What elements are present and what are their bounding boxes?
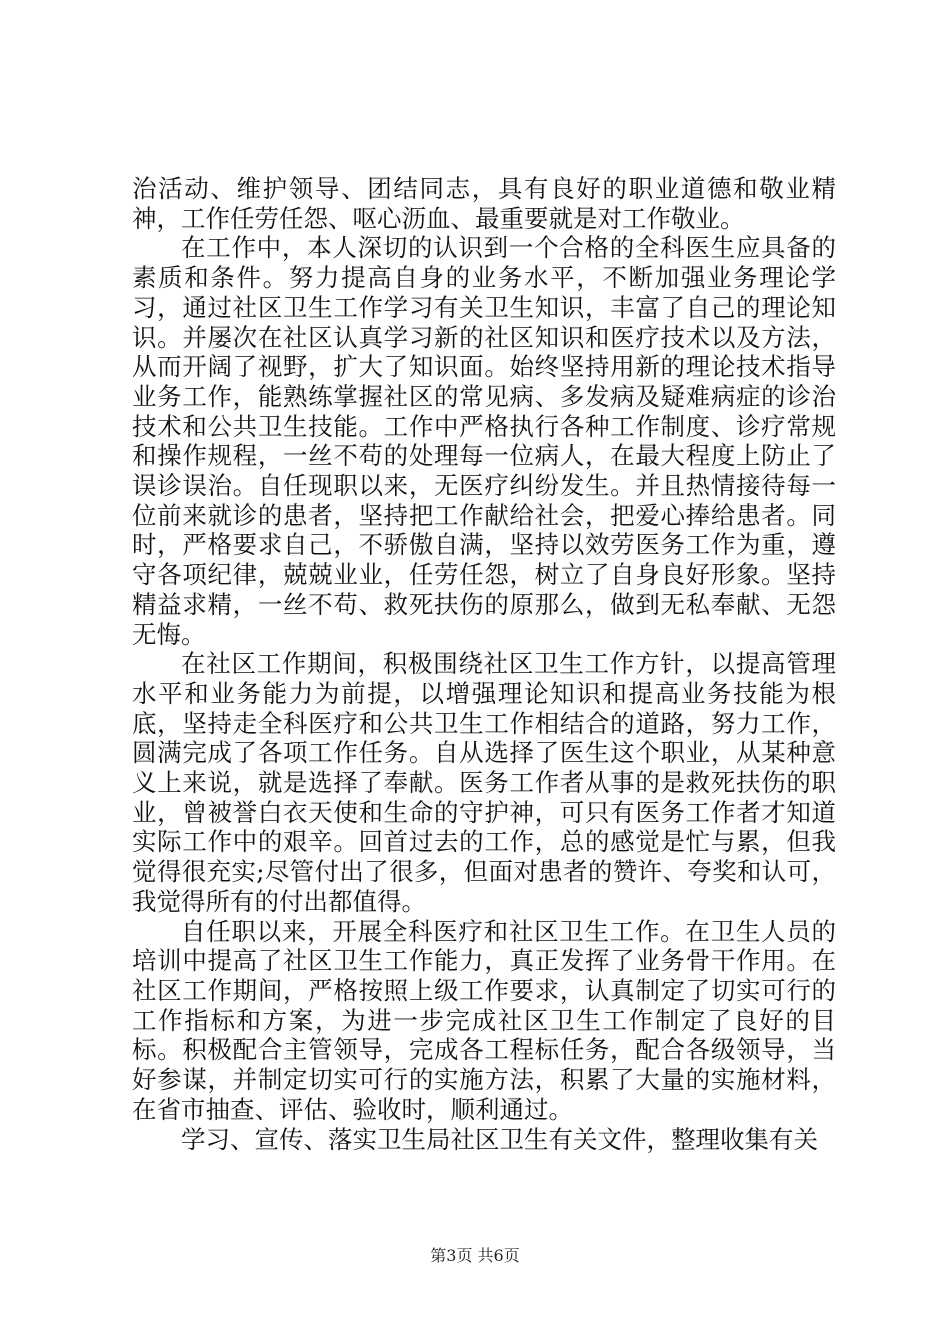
paragraph-2: 在工作中，本人深切的认识到一个合格的全科医生应具备的素质和条件。努力提高自身的业务水平，不断加强业务理论学习，通过社区卫生工作学习有关卫生知识，丰富了自己的理论知识。并屡次在社区认真学习新的社区知识和医疗技术以及方法，从而开阔了视野，扩大了知识面。始终坚持用新的理论技术指导业务工作，能熟练掌握社区的常见病、多发病及疑难病症的诊治技术和公共卫生技能。工作中严格执行各种工作制度、诊疗常规和操作规程，一丝不苟的处理每一位病人，在最大程度上防止了误诊误治。自任现职以来，无医疗纠纷发生。并且热情接待每一位前来就诊的患者，坚持把工作献给社会，把爱心捧给患者。同时，严格要求自己，不骄傲自满，坚持以效劳医务工作为重，遵守各项纪律，兢兢业业，任劳任怨，树立了自身良好形象。坚持精益求精，一丝不苟、救死扶伤的原那么，做到无私奉献、无怨无悔。 bbox=[132, 233, 836, 649]
paragraph-1: 治活动、维护领导、团结同志，具有良好的职业道德和敬业精神，工作任劳任怨、呕心沥血、最重要就是对工作敬业。 bbox=[132, 174, 836, 233]
paragraph-4: 自任职以来，开展全科医疗和社区卫生工作。在卫生人员的培训中提高了社区卫生工作能力，真正发挥了业务骨干作用。在社区工作期间，严格按照上级工作要求，认真制定了切实可行的工作指标和方案，为进一步完成社区卫生工作制定了良好的目标。积极配合主管领导，完成各工程标任务，配合各级领导，当好参谋，并制定切实可行的实施方法，积累了大量的实施材料，在省市抽查、评估、验收时，顺利通过。 bbox=[132, 916, 836, 1124]
paragraph-5: 学习、宣传、落实卫生局社区卫生有关文件，整理收集有关 bbox=[181, 1124, 818, 1154]
page-number-footer: 第3页 共6页 bbox=[430, 1246, 520, 1265]
document-body bbox=[132, 174, 836, 1154]
paragraph-3: 在社区工作期间，积极围绕社区卫生工作方针，以提高管理水平和业务能力为前提，以增强理论知识和提高业务技能为根底，坚持走全科医疗和公共卫生工作相结合的道路，努力工作，圆满完成了各项工作任务。自从选择了医生这个职业，从某种意义上来说，就是选择了奉献。医务工作者从事的是救死扶伤的职业，曾被誉白衣天使和生命的守护神，可只有医务工作者才知道实际工作中的艰辛。回首过去的工作，总的感觉是忙与累，但我觉得很充实;尽管付出了很多，但面对患者的赞许、夸奖和认可，我觉得所有的付出都值得。 bbox=[132, 649, 836, 916]
